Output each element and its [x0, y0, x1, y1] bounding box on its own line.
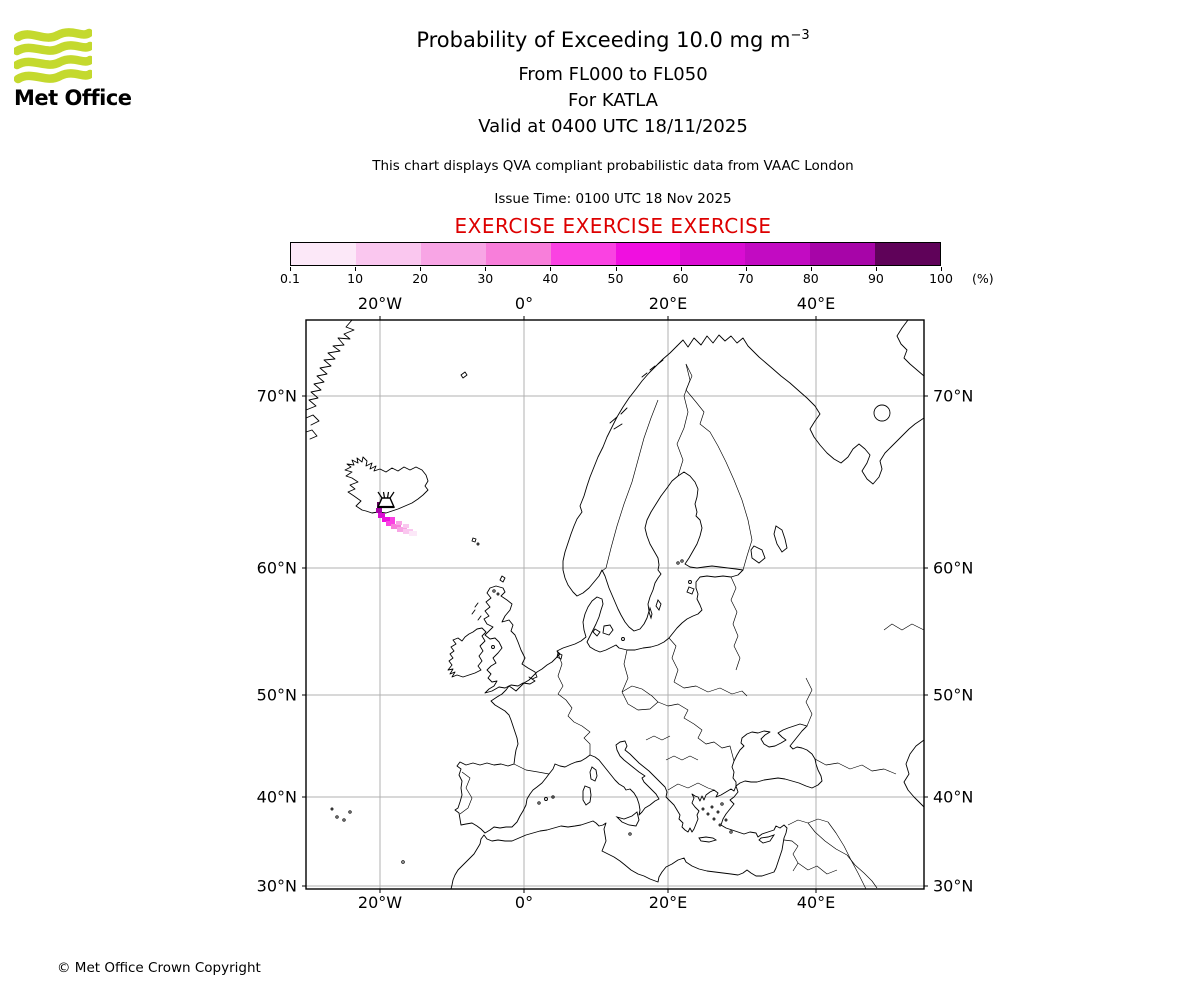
lon-label-bottom: 20°E: [648, 893, 688, 912]
colorbar-segment: [680, 243, 745, 265]
copyright-text: © Met Office Crown Copyright: [57, 960, 261, 976]
colorbar-tick-label: 80: [802, 271, 819, 286]
colorbar-tick-label: 60: [672, 271, 689, 286]
colorbar-segment: [486, 243, 551, 265]
lat-label-right: 30°N: [933, 876, 974, 896]
plume-cell: [390, 517, 395, 521]
lat-label-left: 30°N: [256, 876, 297, 896]
title-exponent: −3: [790, 28, 810, 43]
lat-label-left: 40°N: [256, 787, 297, 807]
met-office-logo: [14, 28, 92, 88]
lat-label-right: 40°N: [933, 787, 974, 807]
colorbar-tick-labels: [280, 271, 953, 287]
colorbar-tick-label: 10: [347, 271, 364, 286]
colorbar-tick-label: 30: [477, 271, 494, 286]
europe-map: [306, 320, 924, 889]
colorbar-segment: [875, 243, 940, 265]
map-frame: [306, 320, 924, 889]
valid-time-line: Valid at 0400 UTC 18/11/2025: [478, 116, 748, 137]
colorbar-tick-label: 90: [867, 271, 884, 286]
colorbar-segment: [421, 243, 486, 265]
volcano-name-line: For KATLA: [568, 90, 658, 111]
lon-label-bottom: 0°: [514, 893, 534, 912]
lat-label-right: 70°N: [933, 386, 974, 406]
plume-cell: [409, 531, 417, 536]
lat-label-right: 50°N: [933, 685, 974, 705]
colorbar-segment: [745, 243, 810, 265]
colorbar-unit: (%): [972, 271, 994, 286]
colorbar-tick-label: 70: [737, 271, 754, 286]
title-main: Probability of Exceeding 10.0 mg m: [416, 28, 791, 52]
met-office-wordmark: Met Office: [14, 86, 132, 110]
axis-tick-marks: [302, 316, 928, 893]
lat-label-left: 70°N: [256, 386, 297, 406]
lon-label-bottom: 20°W: [357, 893, 403, 912]
page-title: [416, 28, 809, 52]
lat-label-right: 60°N: [933, 558, 974, 578]
colorbar-tick-label: 50: [607, 271, 624, 286]
lat-label-left: 60°N: [256, 558, 297, 578]
lat-label-left: 50°N: [256, 685, 297, 705]
plume-cell: [396, 521, 402, 525]
colorbar-segment: [810, 243, 875, 265]
exercise-banner: EXERCISE EXERCISE EXERCISE: [454, 214, 772, 238]
lon-label-top: 20°E: [648, 294, 688, 313]
plume-cell: [376, 508, 382, 513]
lon-label-top: 0°: [514, 294, 534, 313]
graticule: [306, 320, 924, 889]
colorbar-tick-label: 20: [412, 271, 429, 286]
met-office-waves-icon: [14, 28, 92, 84]
colorbar-tick-label: 100: [929, 271, 953, 286]
colorbar-segment: [291, 243, 356, 265]
colorbar-segment: [616, 243, 681, 265]
qva-note: This chart displays QVA compliant probabilistic data from VAAC London: [372, 158, 854, 174]
lon-label-bottom: 40°E: [796, 893, 836, 912]
colorbar-tick-label: 0.1: [280, 271, 300, 286]
colorbar-segment: [356, 243, 421, 265]
colorbar-segment: [551, 243, 616, 265]
lon-label-top: 20°W: [357, 294, 403, 313]
flight-level-line: From FL000 to FL050: [518, 64, 708, 85]
issue-time-line: Issue Time: 0100 UTC 18 Nov 2025: [494, 191, 732, 207]
probability-colorbar: [290, 242, 941, 266]
colorbar-tick-label: 40: [542, 271, 559, 286]
coastlines: [306, 320, 924, 889]
lon-label-top: 40°E: [796, 294, 836, 313]
country-borders: [460, 364, 924, 889]
plume-cell: [403, 524, 409, 528]
